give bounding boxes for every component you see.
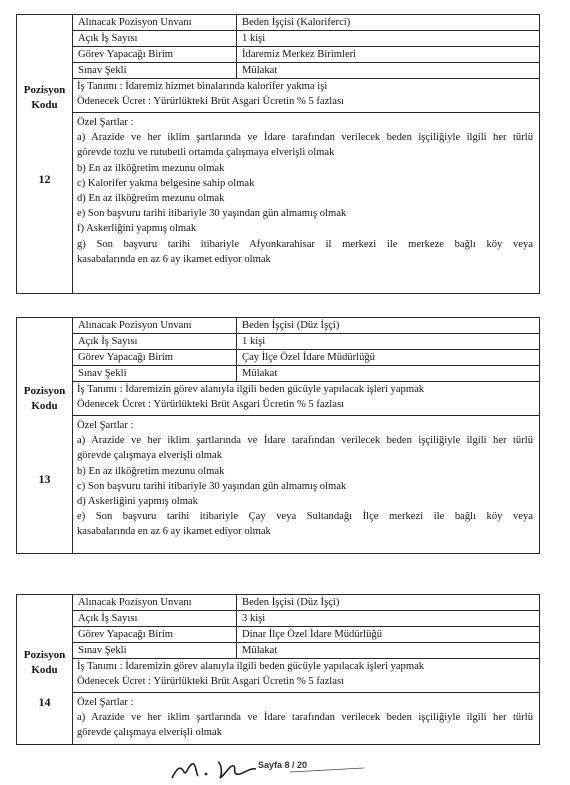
unit-value: Çay İlçe Özel İdare Müdürlüğü (236, 350, 375, 365)
unit-value: Dinar İlçe Özel İdare Müdürlüğü (236, 627, 382, 642)
row-exam-type: Sınav Şekli Mülakat (72, 366, 539, 382)
position-code-number: 13 (38, 472, 51, 486)
row-open-jobs: Açık İş Sayısı 1 kişi (72, 334, 539, 350)
row-exam-type: Sınav Şekli Mülakat (72, 643, 539, 659)
position-title-value: Beden İşçisi (Düz İşçi) (236, 595, 339, 610)
row-position-title: Alınacak Pozisyon Unvanı Beden İşçisi (Kaloriferci) (72, 15, 539, 31)
exam-type-value: Mülakat (236, 643, 277, 658)
row-position-title: Alınacak Pozisyon Unvanı Beden İşçisi (Düz İşçi) (72, 595, 539, 611)
row-unit: Görev Yapacağı Birim Dinar İlçe Özel İdare Müdürlüğü (72, 627, 539, 643)
position-block-12 (16, 14, 540, 294)
position-code-label: Pozisyon Kodu (23, 649, 66, 676)
task-description: İş Tanımı : İdaremizin görev alanıyla ilgili beden gücüyle yapılacak işleri yapmak Ödenecek Ücret : Yürürlükteki Brüt Asgari Ücretin % 5 fazlası (72, 659, 539, 693)
open-jobs-value: 3 kişi (236, 611, 265, 626)
row-unit: Görev Yapacağı Birim İdaremiz Merkez Birimleri (72, 47, 539, 63)
task-description: İş Tanımı : İdaremizin görev alanıyla ilgili beden gücüyle yapılacak işleri yapmak Ödenecek Ücret : Yürürlükteki Brüt Asgari Ücretin % 5 fazlası (72, 382, 539, 416)
position-block-13 (16, 317, 540, 554)
position-block-14 (16, 594, 540, 745)
page-number: Sayfa 8 / 20 (258, 760, 308, 770)
position-code-number: 14 (38, 695, 51, 709)
row-open-jobs: Açık İş Sayısı 3 kişi (72, 611, 539, 627)
position-code-column (17, 318, 73, 553)
row-open-jobs: Açık İş Sayısı 1 kişi (72, 31, 539, 47)
position-code-column (17, 595, 73, 744)
special-conditions: Özel Şartlar : a) Arazide ve her iklim şartlarında ve İdare tarafından verilecek beden işçiliğiyle ilgili her türlü görevde tozlu ve rutubetli ortamda çalışmaya elverişli olmak b) En az ilköğretim mezunu olmak c) Kalorifer yakma belgesine sahip olmak d) En az ilköğretim mezunu olmak e) Son başvuru tarihi itibariyle 30 yaşından gün almamış olmak f) Askerliğini yapmış olmak g) Son başvuru tarihi itibariyle Afyonkarahisar il merkezi ile merkeze bağlı köy veya kasabalarında en az 6 ay ikamet ediyor olmak (77, 117, 533, 265)
position-title-value: Beden İşçisi (Kaloriferci) (236, 15, 350, 30)
open-jobs-value: 1 kişi (236, 334, 265, 349)
position-code-label: Pozisyon Kodu (23, 84, 66, 111)
position-code-label: Pozisyon Kodu (23, 385, 66, 412)
row-position-title: Alınacak Pozisyon Unvanı Beden İşçisi (Düz İşçi) (72, 318, 539, 334)
special-conditions: Özel Şartlar : a) Arazide ve her iklim şartlarında ve İdare tarafından verilecek beden işçiliğiyle ilgili her türlü görevde çalışmaya elverişli olmak (77, 697, 533, 739)
unit-value: İdaremiz Merkez Birimleri (236, 47, 356, 62)
exam-type-value: Mülakat (236, 63, 277, 78)
row-exam-type: Sınav Şekli Mülakat (72, 63, 539, 79)
row-unit: Görev Yapacağı Birim Çay İlçe Özel İdare Müdürlüğü (72, 350, 539, 366)
exam-type-value: Mülakat (236, 366, 277, 381)
position-title-value: Beden İşçisi (Düz İşçi) (236, 318, 339, 333)
task-description: İş Tanımı : İdaremiz hizmet binalarında kalorifer yakma işi Ödenecek Ücret : Yürürlükteki Brüt Asgari Ücretin % 5 fazlası (72, 79, 539, 113)
special-conditions: Özel Şartlar : a) Arazide ve her iklim şartlarında ve İdare tarafından verilecek beden işçiliğiyle ilgili her türlü görevde çalışmaya elverişli olmak b) En az ilköğretim mezunu olmak c) Son başvuru tarihi itibariyle 30 yaşından gün almamış olmak d) Askerliğini yapmış olmak e) Son başvuru tarihi itibariyle Çay veya Sultandağı İlçe merkezi ile bağlı köy veya kasabalarında en az 6 ay ikamet ediyor olmak (77, 420, 533, 538)
position-code-column (17, 15, 73, 293)
open-jobs-value: 1 kişi (236, 31, 265, 46)
position-code-number: 12 (38, 172, 51, 186)
